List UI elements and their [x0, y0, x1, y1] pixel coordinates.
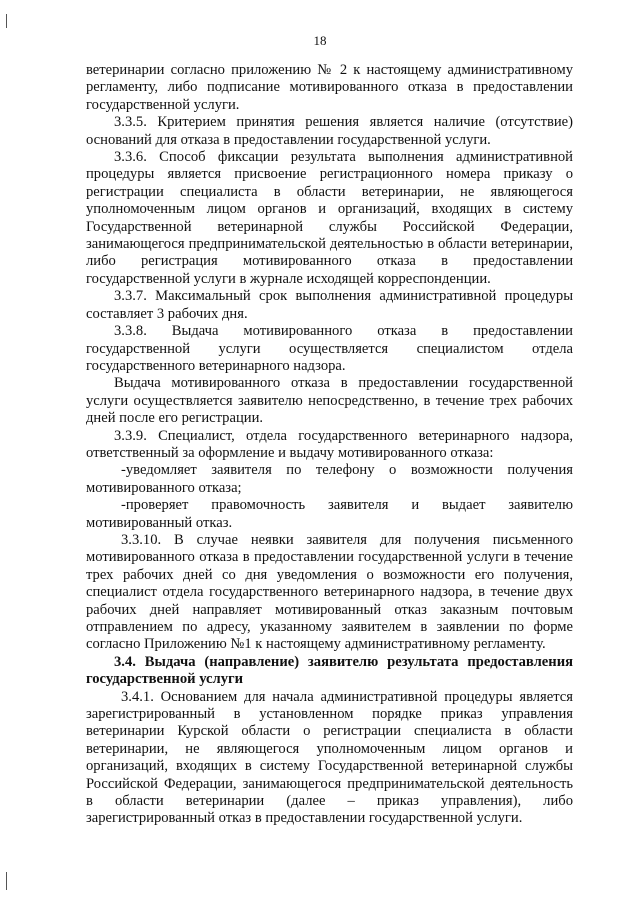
document-body [86, 62, 573, 828]
scan-edge-mark [6, 14, 7, 28]
paragraph: -уведомляет заявителя по телефону о возможности получения мотивированного отказа; [86, 462, 573, 496]
paragraph: 3.3.6. Способ фиксации результата выполнения административной процедуры является присвоение регистрационного номера приказу о регистрации специалиста в области ветеринарии, не являющегося уполномоченным лицом органов и организаций, входящих в систему Государственной ветеринарной службы Российской Федерации, занимающегося предпринимательской деятельностью в области ветеринарии, либо регистрация мотивированного отказа в предоставлении государственной услуги в журнале исходящей корреспонденции. [86, 149, 573, 287]
paragraph: 3.3.7. Максимальный срок выполнения административной процедуры составляет 3 рабочих дня. [86, 288, 573, 322]
paragraph: 3.3.5. Критерием принятия решения является наличие (отсутствие) оснований для отказа в предоставлении государственной услуги. [86, 114, 573, 148]
scan-edge-mark [6, 872, 7, 890]
section-heading: 3.4. Выдача (направление) заявителю результата предоставления государственной услуги [86, 653, 573, 688]
paragraph: ветеринарии согласно приложению № 2 к настоящему административному регламенту, либо подписание мотивированного отказа в предоставлении государственной услуги. [86, 62, 573, 113]
paragraph: 3.3.10. В случае неявки заявителя для получения письменного мотивированного отказа в предоставлении государственной услуги в течение трех рабочих дней со дня уведомления о возможности его получения, специалист отдела государственного ветеринарного надзора, в течение двух рабочих дней направляет мотивированный отказ заказным почтовым отправлением по адресу, указанному заявителем в заявлении по форме согласно Приложению №1 к настоящему административному регламенту. [86, 531, 573, 653]
paragraph: 3.3.9. Специалист, отдела государственного ветеринарного надзора, ответственный за оформление и выдачу мотивированного отказа: [86, 427, 573, 461]
page-number: 18 [313, 33, 327, 48]
paragraph: -проверяет правомочность заявителя и выдает заявителю мотивированный отказ. [86, 497, 573, 531]
paragraph: Выдача мотивированного отказа в предоставлении государственной услуги осуществляется заявителю непосредственно, в течение трех рабочих дней после его регистрации. [86, 375, 573, 427]
paragraph: 3.4.1. Основанием для начала административной процедуры является зарегистрированный в установленном порядке приказ управления ветеринарии Курской области о регистрации специалиста в области ветеринарии, не являющегося уполномоченным лицом органов и организаций, входящих в систему Государственной ветеринарной службы Российской Федерации, занимающегося предпринимательской деятельность в области ветеринарии (далее – приказ управления), либо зарегистрированный отказ в предоставлении государственной услуги. [86, 688, 573, 827]
paragraph: 3.3.8. Выдача мотивированного отказа в предоставлении государственной услуги осуществляется специалистом отдела государственного ветеринарного надзора. [86, 323, 573, 374]
